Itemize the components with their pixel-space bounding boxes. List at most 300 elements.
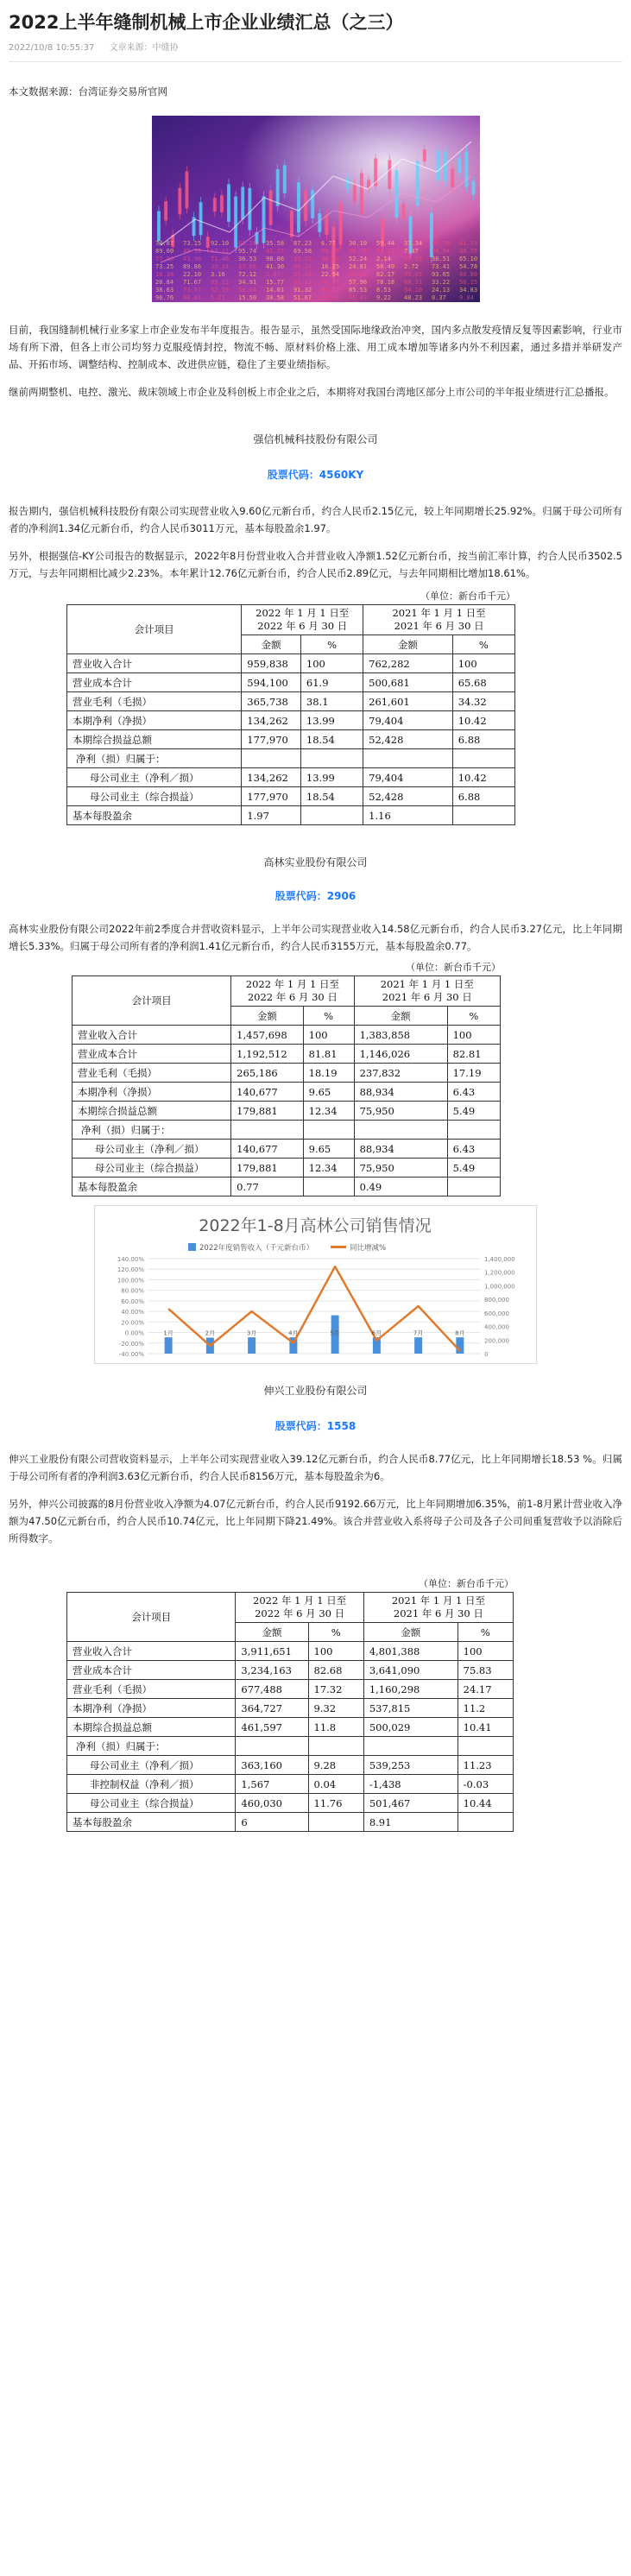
data-source-line: 本文数据来源：台湾证券交易所官网 xyxy=(9,85,167,98)
table-row xyxy=(73,1121,501,1140)
table-row xyxy=(67,787,515,806)
percent-cell: 18.54 xyxy=(300,730,363,749)
amount-cell: 6 xyxy=(236,1813,308,1832)
svg-text:2.14: 2.14 xyxy=(375,256,391,262)
amount-cell: 594,100 xyxy=(242,673,301,692)
svg-text:57.96: 57.96 xyxy=(348,279,367,286)
chart-bar xyxy=(414,1337,422,1354)
company-paragraph-2: 另外，根据强信-KY公司报告的数据显示，2022年8月份营业收入合并营业收入净额1.52亿元新台币，按当前汇率计算，约合人民币3502.5万元，与去年同期相比减少2.23%。本年累计12.76亿元新台币，约合人民币2.89亿元，与去年同期相比增加18.61%。 xyxy=(9,550,622,579)
percent-header: % xyxy=(447,1007,500,1026)
period-2021-header xyxy=(363,1593,513,1623)
percent-header: % xyxy=(303,1007,354,1026)
category-tick-label: 8月 xyxy=(455,1329,465,1337)
left-axis-tick-label: 100.00% xyxy=(117,1277,144,1285)
svg-text:73.25: 73.25 xyxy=(155,263,174,270)
row-label: 净利（损）归属于： xyxy=(67,749,242,768)
svg-text:92.10: 92.10 xyxy=(210,240,229,247)
svg-text:6.77: 6.77 xyxy=(320,240,336,247)
amount-cell: 88,934 xyxy=(354,1083,447,1102)
row-label: 营业成本合计 xyxy=(67,1661,236,1680)
chart-bar xyxy=(165,1337,173,1354)
period-line: 2021 年 6 月 30 日 xyxy=(393,1607,483,1619)
table-unit: （单位：新台币千元） xyxy=(406,962,501,973)
amount-cell: 677,488 xyxy=(236,1680,308,1699)
row-label: 基本每股盈余 xyxy=(67,1813,236,1832)
header-item-cell: 会计项目 xyxy=(73,976,231,1026)
period-line: 2022 年 6 月 30 日 xyxy=(257,620,348,632)
category-tick-label: 5月 xyxy=(330,1329,340,1337)
chart-bar xyxy=(456,1337,464,1354)
company-name: 伸兴工业股份有限公司 xyxy=(263,1385,368,1397)
svg-text:43.96: 43.96 xyxy=(182,256,201,262)
row-label: 非控制权益（净利／损） xyxy=(67,1775,236,1794)
percent-cell: 75.83 xyxy=(457,1661,513,1680)
percent-cell: 10.41 xyxy=(457,1718,513,1737)
right-axis-tick-label: 1,000,000 xyxy=(484,1283,515,1291)
percent-cell: 6.88 xyxy=(452,787,514,806)
period-line: 2022 年 6 月 30 日 xyxy=(247,991,338,1003)
amount-cell xyxy=(363,1737,457,1756)
percent-cell: 10.42 xyxy=(452,711,514,730)
table-row xyxy=(67,1661,514,1680)
stock-code: 股票代码：1558 xyxy=(274,1420,357,1432)
svg-text:51.67: 51.67 xyxy=(293,294,312,301)
company-section-2 xyxy=(9,855,622,1364)
sales-chart xyxy=(94,1205,537,1364)
row-label: 母公司业主（净利／损） xyxy=(73,1140,231,1159)
percent-cell xyxy=(303,1121,354,1140)
amount-cell: 88,934 xyxy=(354,1140,447,1159)
row-label: 营业收入合计 xyxy=(73,1026,231,1045)
svg-text:89.86: 89.86 xyxy=(182,263,201,270)
article-datetime: 2022/10/8 10:55:37 xyxy=(9,43,95,53)
svg-text:98.00: 98.00 xyxy=(348,248,367,255)
right-axis-tick-label: 1,200,000 xyxy=(484,1269,515,1277)
svg-text:10.38: 10.38 xyxy=(155,271,174,278)
svg-text:70.07: 70.07 xyxy=(320,279,339,286)
table-row xyxy=(67,1718,514,1737)
table-row xyxy=(67,1756,514,1775)
right-axis-tick-label: 1,400,000 xyxy=(484,1256,515,1263)
amount-cell: 4,801,388 xyxy=(363,1642,457,1661)
row-label: 母公司业主（综合损益） xyxy=(67,1794,236,1813)
amount-header: 金额 xyxy=(231,1007,303,1026)
amount-cell: 959,838 xyxy=(242,654,301,673)
svg-text:15.26: 15.26 xyxy=(293,256,312,262)
percent-cell: 13.99 xyxy=(300,768,363,787)
amount-cell: 3,234,163 xyxy=(236,1661,308,1680)
table-row xyxy=(73,1064,501,1083)
table-row xyxy=(67,1642,514,1661)
left-axis-tick-label: -20.00% xyxy=(118,1340,144,1348)
percent-cell: 17.19 xyxy=(447,1064,500,1083)
amount-cell: 261,601 xyxy=(363,692,453,711)
amount-cell: 537,815 xyxy=(363,1699,457,1718)
percent-cell: 12.34 xyxy=(303,1159,354,1178)
percent-cell: 6.43 xyxy=(447,1083,500,1102)
percent-cell: 34.32 xyxy=(452,692,514,711)
svg-text:73.57: 73.57 xyxy=(182,287,201,294)
svg-text:72.12: 72.12 xyxy=(237,271,256,278)
left-axis-tick-label: 140.00% xyxy=(117,1256,144,1263)
percent-cell xyxy=(457,1813,513,1832)
right-axis-tick-label: 0 xyxy=(484,1351,489,1358)
amount-cell: 140,677 xyxy=(231,1083,303,1102)
percent-cell: 100 xyxy=(303,1026,354,1045)
svg-text:22.10: 22.10 xyxy=(182,271,201,278)
svg-text:7.47: 7.47 xyxy=(403,248,419,255)
amount-cell: 177,970 xyxy=(242,787,301,806)
percent-cell: 5.49 xyxy=(447,1102,500,1121)
table-row xyxy=(67,749,515,768)
svg-text:27.62: 27.62 xyxy=(293,271,312,278)
svg-text:61.31: 61.31 xyxy=(293,279,312,286)
right-axis-tick-label: 600,000 xyxy=(484,1310,509,1317)
percent-cell: 82.81 xyxy=(447,1045,500,1064)
amount-header: 金额 xyxy=(242,635,301,654)
svg-text:2.87: 2.87 xyxy=(265,271,281,278)
percent-cell xyxy=(457,1737,513,1756)
percent-cell: 13.99 xyxy=(300,711,363,730)
row-label: 净利（损）归属于： xyxy=(73,1121,231,1140)
svg-text:95.51: 95.51 xyxy=(210,279,229,286)
amount-cell: 500,029 xyxy=(363,1718,457,1737)
row-label: 本期净利（净损） xyxy=(73,1083,231,1102)
row-label: 营业成本合计 xyxy=(67,673,242,692)
period-2021-header xyxy=(354,976,500,1007)
row-label: 本期净利（净损） xyxy=(67,1699,236,1718)
amount-cell: 134,262 xyxy=(242,711,301,730)
amount-cell: 1.16 xyxy=(363,806,453,825)
amount-cell: 1.97 xyxy=(242,806,301,825)
row-label: 本期净利（净损） xyxy=(67,711,242,730)
amount-cell: 0.49 xyxy=(354,1178,447,1196)
amount-cell xyxy=(231,1121,303,1140)
percent-cell: 65.68 xyxy=(452,673,514,692)
amount-cell: 265,186 xyxy=(231,1064,303,1083)
amount-header: 金额 xyxy=(354,1007,447,1026)
row-label: 基本每股盈余 xyxy=(67,806,242,825)
svg-text:56.27: 56.27 xyxy=(293,263,312,270)
svg-text:59.44: 59.44 xyxy=(375,240,394,247)
percent-cell: 9.65 xyxy=(303,1083,354,1102)
article-source: 文章来源：中缝协 xyxy=(109,43,179,53)
row-label: 本期综合损益总额 xyxy=(67,730,242,749)
amount-cell: 364,727 xyxy=(236,1699,308,1718)
percent-cell: 81.81 xyxy=(303,1045,354,1064)
company-paragraph-1: 高林实业股份有限公司2022年前2季度合并营收资料显示，上半年公司实现营业收入14.58亿元新台币，约合人民币3.27亿元，比上年同期增长5.33%。归属于母公司所有者的净利润1.41亿元新台币，约合人民币3155万元，基本每股盈余0.77。 xyxy=(9,923,622,952)
percent-cell xyxy=(308,1813,363,1832)
left-axis-tick-label: 20.00% xyxy=(121,1319,144,1327)
svg-text:38.51: 38.51 xyxy=(431,256,450,262)
company-paragraph-1: 报告期内，强信机械科技股份有限公司实现营业收入9.60亿元新台币，约合人民币2.15亿元，较上年同期增长25.92%。归属于母公司所有者的净利润1.34亿元新台币，约合人民币3011万元，基本每股盈余1.97。 xyxy=(9,505,622,534)
amount-cell: 1,160,298 xyxy=(363,1680,457,1699)
amount-cell: 363,160 xyxy=(236,1756,308,1775)
amount-cell: -1,438 xyxy=(363,1775,457,1794)
amount-header: 金额 xyxy=(363,635,453,654)
percent-cell: 61.9 xyxy=(300,673,363,692)
row-label: 营业收入合计 xyxy=(67,1642,236,1661)
table-row xyxy=(67,806,515,825)
period-2022-header xyxy=(231,976,354,1007)
table-header-row xyxy=(67,605,515,635)
intro-paragraph-1: 目前，我国缝制机械行业多家上市企业发布半年度报告。报告显示，虽然受国际地缘政治冲突，国内多点散发疫情反复等因素影响，行业市场有所下滑，但各上市公司均努力克服疫情封控，物流不畅、原材料价格上涨、用工成本增加等诸多内外不利因素，通过多措并举研发产品、开拓市场、调整结构、控制成本、改进供应链，稳住了主要业绩指标。 xyxy=(9,324,622,370)
amount-cell: 52,428 xyxy=(363,730,453,749)
svg-text:54.94: 54.94 xyxy=(431,248,450,255)
table-row xyxy=(67,692,515,711)
amount-header: 金额 xyxy=(236,1623,308,1642)
svg-text:41.15: 41.15 xyxy=(265,248,284,255)
svg-text:60.81: 60.81 xyxy=(182,294,201,301)
svg-text:38.04: 38.04 xyxy=(237,287,256,294)
percent-cell: 5.49 xyxy=(447,1159,500,1178)
table-row xyxy=(67,1775,514,1794)
company-name: 高林实业股份有限公司 xyxy=(263,856,368,868)
category-tick-label: 7月 xyxy=(413,1329,424,1337)
row-label: 母公司业主（净利／损） xyxy=(67,768,242,787)
percent-cell xyxy=(447,1121,500,1140)
percent-cell: 82.68 xyxy=(308,1661,363,1680)
row-label: 母公司业主（综合损益） xyxy=(73,1159,231,1178)
percent-header: % xyxy=(457,1623,513,1642)
left-axis-tick-label: 120.00% xyxy=(117,1266,144,1274)
amount-cell xyxy=(363,749,453,768)
table-row xyxy=(73,1026,501,1045)
period-2022-header xyxy=(236,1593,363,1623)
amount-cell: 500,681 xyxy=(363,673,453,692)
svg-text:52.19: 52.19 xyxy=(210,287,229,294)
period-line: 2022 年 1 月 1 日至 xyxy=(253,1594,347,1607)
percent-cell xyxy=(300,749,363,768)
period-line: 2021 年 1 月 1 日至 xyxy=(392,607,486,619)
row-label: 本期综合损益总额 xyxy=(73,1102,231,1121)
svg-text:21.32: 21.32 xyxy=(320,294,339,301)
row-label: 净利（损）归属于： xyxy=(67,1737,236,1756)
svg-text:90.56: 90.56 xyxy=(320,248,339,255)
period-line: 2022 年 1 月 1 日至 xyxy=(245,978,339,990)
amount-cell: 501,467 xyxy=(363,1794,457,1813)
percent-cell: 11.23 xyxy=(457,1756,513,1775)
svg-text:70.18: 70.18 xyxy=(375,279,394,286)
svg-text:87.23: 87.23 xyxy=(293,240,312,247)
svg-text:69.58: 69.58 xyxy=(293,248,312,255)
percent-cell: 10.42 xyxy=(452,768,514,787)
amount-cell: 460,030 xyxy=(236,1794,308,1813)
percent-cell: 0.04 xyxy=(308,1775,363,1794)
svg-text:93.65: 93.65 xyxy=(431,271,450,278)
percent-header: % xyxy=(300,635,363,654)
table-row xyxy=(67,711,515,730)
table-row xyxy=(67,1680,514,1699)
amount-cell: 1,457,698 xyxy=(231,1026,303,1045)
svg-text:20.84: 20.84 xyxy=(155,279,174,286)
amount-cell: 179,881 xyxy=(231,1102,303,1121)
amount-cell: 52,428 xyxy=(363,787,453,806)
left-axis-tick-label: 0.00% xyxy=(124,1329,144,1337)
row-label: 营业毛利（毛损） xyxy=(73,1064,231,1083)
svg-text:16.69: 16.69 xyxy=(320,256,339,262)
percent-cell: 6.88 xyxy=(452,730,514,749)
svg-text:39.14: 39.14 xyxy=(210,263,229,270)
chart-title: 2022年1-8月高林公司销售情况 xyxy=(199,1216,432,1235)
percent-cell xyxy=(452,749,514,768)
period-line: 2021 年 6 月 30 日 xyxy=(394,620,484,632)
amount-cell: 539,253 xyxy=(363,1756,457,1775)
amount-cell: 140,677 xyxy=(231,1140,303,1159)
amount-cell: 1,192,512 xyxy=(231,1045,303,1064)
period-line: 2022 年 1 月 1 日至 xyxy=(256,607,350,619)
period-line: 2021 年 1 月 1 日至 xyxy=(380,978,474,990)
percent-cell: 9.32 xyxy=(308,1699,363,1718)
amount-cell: 1,146,026 xyxy=(354,1045,447,1064)
row-label: 营业毛利（毛损） xyxy=(67,692,242,711)
category-tick-label: 6月 xyxy=(371,1329,382,1337)
stock-market-image xyxy=(152,116,480,302)
table-row xyxy=(67,654,515,673)
company-section-1 xyxy=(9,432,622,825)
amount-cell: 762,282 xyxy=(363,654,453,673)
right-axis-tick-label: 200,000 xyxy=(484,1337,509,1345)
right-axis-tick-label: 400,000 xyxy=(484,1323,509,1331)
article-title: 2022上半年缝制机械上市企业业绩汇总（之三） xyxy=(9,12,404,33)
percent-cell: 6.43 xyxy=(447,1140,500,1159)
amount-cell: 134,262 xyxy=(242,768,301,787)
svg-text:8.53: 8.53 xyxy=(375,287,391,294)
financial-table xyxy=(72,975,501,1196)
financial-table xyxy=(66,604,515,825)
chart-legend xyxy=(188,1243,386,1253)
percent-cell: 100 xyxy=(308,1642,363,1661)
left-axis-tick-label: 60.00% xyxy=(121,1297,144,1305)
table-unit: （单位：新台币千元） xyxy=(419,1578,514,1589)
amount-cell: 79,404 xyxy=(363,711,453,730)
svg-text:95.74: 95.74 xyxy=(237,248,256,255)
percent-cell: 11.76 xyxy=(308,1794,363,1813)
title-divider xyxy=(9,61,622,62)
svg-text:41.30: 41.30 xyxy=(265,263,284,270)
svg-text:9.84: 9.84 xyxy=(458,294,474,301)
svg-text:93.85: 93.85 xyxy=(403,271,422,278)
svg-text:82.12: 82.12 xyxy=(375,248,394,255)
table-row xyxy=(67,1813,514,1832)
svg-text:60.31: 60.31 xyxy=(403,279,422,286)
svg-text:5.21: 5.21 xyxy=(210,294,225,301)
table-row xyxy=(73,1178,501,1196)
table-row xyxy=(67,768,515,787)
header-item-cell: 会计项目 xyxy=(67,1593,236,1642)
percent-cell: 100 xyxy=(452,654,514,673)
chart-bar xyxy=(248,1337,256,1354)
period-line: 2021 年 1 月 1 日至 xyxy=(391,1594,485,1607)
svg-text:50.49: 50.49 xyxy=(375,263,394,270)
company-section-3 xyxy=(9,1383,622,1832)
legend-line-label: 同比增减% xyxy=(350,1244,387,1253)
svg-text:16.15: 16.15 xyxy=(320,263,339,270)
svg-text:74.87: 74.87 xyxy=(155,240,174,247)
svg-text:34.83: 34.83 xyxy=(458,287,477,294)
svg-text:30.10: 30.10 xyxy=(348,240,367,247)
svg-text:2.72: 2.72 xyxy=(403,263,419,270)
svg-text:65.10: 65.10 xyxy=(458,256,477,262)
svg-text:37.34: 37.34 xyxy=(403,240,422,247)
table-row xyxy=(67,730,515,749)
svg-text:30.58: 30.58 xyxy=(265,294,284,301)
amount-cell: 75,950 xyxy=(354,1159,447,1178)
svg-text:89.00: 89.00 xyxy=(155,248,174,255)
percent-cell: 9.28 xyxy=(308,1756,363,1775)
row-label: 母公司业主（综合损益） xyxy=(67,787,242,806)
percent-cell: 17.32 xyxy=(308,1680,363,1699)
amount-cell: 75,950 xyxy=(354,1102,447,1121)
percent-cell: 9.65 xyxy=(303,1140,354,1159)
percent-cell: 100 xyxy=(300,654,363,673)
svg-text:34.91: 34.91 xyxy=(237,279,256,286)
svg-text:14.01: 14.01 xyxy=(265,287,284,294)
percent-cell: 24.17 xyxy=(457,1680,513,1699)
percent-cell xyxy=(452,806,514,825)
svg-text:40.80: 40.80 xyxy=(458,271,477,278)
period-line: 2021 年 6 月 30 日 xyxy=(382,991,472,1003)
svg-text:85.53: 85.53 xyxy=(348,287,367,294)
percent-cell: 11.8 xyxy=(308,1718,363,1737)
svg-text:22.94: 22.94 xyxy=(320,271,339,278)
svg-text:91.53: 91.53 xyxy=(320,287,339,294)
table-row xyxy=(73,1083,501,1102)
svg-text:67.11: 67.11 xyxy=(210,248,229,255)
percent-cell: -0.03 xyxy=(457,1775,513,1794)
legend-bar-swatch xyxy=(188,1243,196,1251)
period-2022-header xyxy=(242,605,363,635)
svg-text:24.81: 24.81 xyxy=(348,263,367,270)
svg-text:52.24: 52.24 xyxy=(348,256,367,262)
left-axis-tick-label: -40.00% xyxy=(118,1351,144,1358)
amount-cell: 3,641,090 xyxy=(363,1661,457,1680)
percent-cell: 10.44 xyxy=(457,1794,513,1813)
financial-table xyxy=(66,1592,514,1832)
svg-text:71.67: 71.67 xyxy=(182,279,201,286)
svg-text:3.16: 3.16 xyxy=(210,271,225,278)
svg-text:15.50: 15.50 xyxy=(237,294,256,301)
intro-paragraph-2: 继前两期整机、电控、激光、裁床领域上市企业及科创板上市企业之后，本期将对我国台湾地区部分上市公司的半年报业绩进行汇总播报。 xyxy=(9,386,615,398)
svg-text:56.15: 56.15 xyxy=(458,279,477,286)
amount-cell: 365,738 xyxy=(242,692,301,711)
svg-text:89.70: 89.70 xyxy=(431,240,450,247)
svg-text:48.72: 48.72 xyxy=(348,271,367,278)
percent-cell xyxy=(447,1178,500,1196)
svg-text:62.17: 62.17 xyxy=(375,271,394,278)
period-2021-header xyxy=(363,605,515,635)
category-tick-label: 2月 xyxy=(205,1329,216,1337)
svg-text:24.13: 24.13 xyxy=(431,287,450,294)
svg-text:34.10: 34.10 xyxy=(403,287,422,294)
row-label: 本期综合损益总额 xyxy=(67,1718,236,1737)
table-row xyxy=(73,1045,501,1064)
svg-text:41.73: 41.73 xyxy=(458,240,477,247)
left-axis-tick-label: 40.00% xyxy=(121,1309,144,1316)
stock-code: 股票代码：2906 xyxy=(274,890,357,902)
svg-text:91.32: 91.32 xyxy=(293,287,312,294)
svg-text:63.28: 63.28 xyxy=(237,240,256,247)
table-row xyxy=(73,1102,501,1121)
amount-cell: 8.91 xyxy=(363,1813,457,1832)
legend-bar-label: 2022年度销售收入（千元新台币） xyxy=(199,1244,314,1253)
svg-text:38.75: 38.75 xyxy=(458,248,477,255)
svg-text:38.63: 38.63 xyxy=(155,287,174,294)
percent-cell: 18.19 xyxy=(303,1064,354,1083)
svg-text:73.15: 73.15 xyxy=(182,240,201,247)
svg-text:73.41: 73.41 xyxy=(431,263,450,270)
svg-text:36.53: 36.53 xyxy=(237,256,256,262)
